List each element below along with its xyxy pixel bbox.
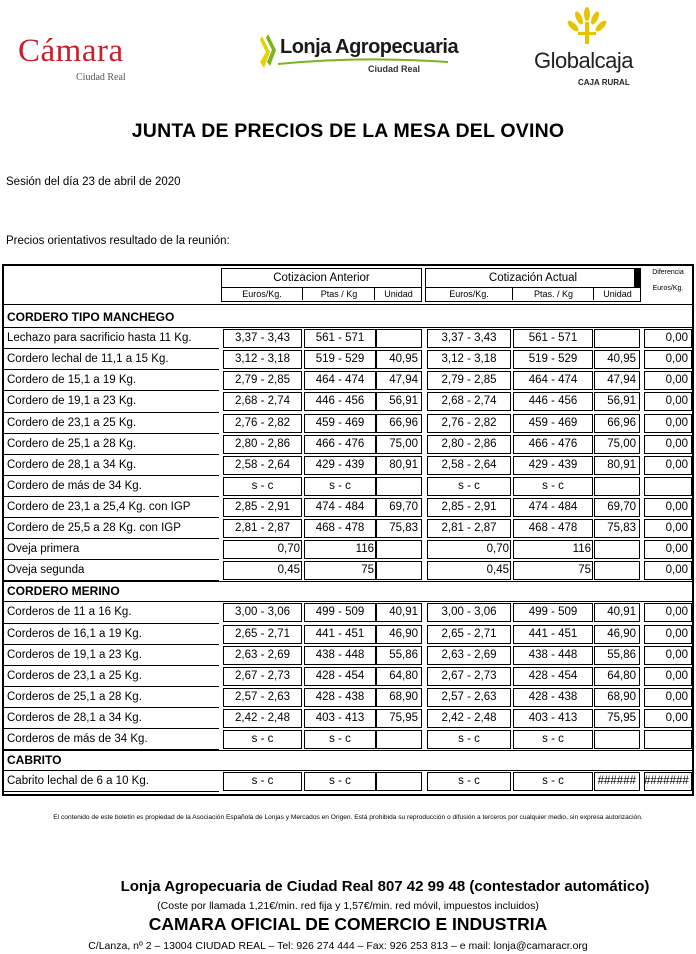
value-cell-cp: 428 - 438 bbox=[528, 690, 578, 703]
value-cell-pe: 2,65 - 2,71 bbox=[235, 627, 290, 640]
row-rule bbox=[4, 433, 219, 434]
session-date: Sesión del día 23 de abril de 2020 bbox=[6, 176, 181, 188]
value-cell-cu: ###### bbox=[597, 775, 636, 788]
legal-note: El contenido de este boletín es propiedad de la Asociación Española de Lonjas y Mercados en Origen. Está prohibida su reproducción o difusión a terceros por cualquier medio, sin expresa autorización. bbox=[53, 814, 643, 821]
row-rule bbox=[4, 454, 219, 455]
value-cell-pe: 3,12 - 3,18 bbox=[235, 353, 290, 366]
row-label: Corderos de 23,1 a 25 Kg. bbox=[7, 669, 142, 682]
value-cell-ce: 2,85 - 2,91 bbox=[441, 500, 497, 513]
sub-prev-unidad: Unidad bbox=[374, 288, 422, 300]
value-cell-pe: 2,58 - 2,64 bbox=[235, 458, 290, 471]
value-cell-pp: 466 - 476 bbox=[315, 437, 365, 450]
value-cell-pe: s - c bbox=[251, 733, 274, 745]
value-cell-pu: 68,90 bbox=[389, 690, 418, 703]
value-cell-cp: s - c bbox=[542, 479, 564, 492]
camara-logo bbox=[18, 34, 178, 84]
value-cell-d: 0,00 bbox=[665, 669, 688, 682]
row-rule bbox=[4, 665, 219, 666]
row-rule bbox=[4, 348, 219, 349]
sub-curr-ptas: Ptas. / Kg bbox=[512, 288, 594, 300]
row-rule bbox=[4, 538, 219, 539]
cell-box bbox=[376, 329, 422, 348]
row-rule bbox=[4, 412, 219, 413]
row-rule bbox=[4, 517, 219, 518]
sub-prev-euros: Euros/Kg. bbox=[242, 289, 282, 299]
value-cell-pe: 2,42 - 2,48 bbox=[235, 711, 290, 724]
value-cell-pp: s - c bbox=[329, 479, 351, 492]
value-cell-d: 0,00 bbox=[665, 416, 688, 429]
footer-cost-note: (Coste por llamada 1,21€/min. red fija y 1,57€/min. red móvil, impuestos incluidos) bbox=[157, 900, 539, 912]
footer-organization: CAMARA OFICIAL DE COMERCIO E INDUSTRIA bbox=[148, 914, 548, 934]
value-cell-cp: 519 - 529 bbox=[528, 353, 578, 366]
value-cell-cu: 46,90 bbox=[607, 627, 636, 640]
value-cell-pp: 441 - 451 bbox=[315, 627, 365, 640]
row-label: Cabrito lechal de 6 a 10 Kg. bbox=[7, 775, 149, 788]
value-cell-pe: 2,85 - 2,91 bbox=[235, 500, 290, 513]
value-cell-d: 0,00 bbox=[665, 543, 688, 556]
row-rule bbox=[4, 791, 219, 792]
footer-address: C/Lanza, nº 2 – 13004 CIUDAD REAL – Tel: 926 274 444 – Fax: 926 253 813 – e mail: lonja@camaracr.org bbox=[88, 940, 588, 952]
value-cell-pp: 474 - 484 bbox=[315, 500, 365, 513]
value-cell-pe: 3,00 - 3,06 bbox=[235, 606, 290, 619]
value-cell-cu: 40,91 bbox=[607, 606, 636, 619]
value-cell-pp: 438 - 448 bbox=[315, 648, 365, 661]
row-rule bbox=[4, 728, 219, 729]
value-cell-cu: 80,91 bbox=[607, 458, 636, 471]
value-cell-pu: 66,96 bbox=[389, 416, 418, 429]
value-cell-d: 0,00 bbox=[665, 332, 688, 345]
value-cell-cu: 75,95 bbox=[607, 711, 636, 724]
value-cell-cu: 68,90 bbox=[607, 690, 636, 703]
value-cell-pp: 116 bbox=[355, 543, 374, 556]
cell-box bbox=[594, 477, 640, 496]
row-rule bbox=[4, 623, 219, 624]
row-rule bbox=[4, 707, 219, 708]
sub-prev-header bbox=[221, 287, 422, 302]
lonja-logo-sub: Ciudad Real bbox=[368, 64, 421, 74]
value-cell-d: 0,00 bbox=[665, 564, 688, 577]
value-cell-ce: 2,67 - 2,73 bbox=[441, 669, 497, 682]
sub-curr-euros: Euros/Kg. bbox=[449, 289, 489, 299]
value-cell-pe: 2,67 - 2,73 bbox=[235, 669, 290, 682]
diff-header-1: Diferencia bbox=[652, 269, 684, 276]
section-end-rule bbox=[4, 750, 692, 751]
value-cell-cp: 499 - 509 bbox=[528, 606, 578, 619]
cell-box bbox=[594, 561, 640, 580]
value-cell-cp: 428 - 454 bbox=[528, 669, 578, 682]
row-label: Cordero de 23,1 a 25,4 Kg. con IGP bbox=[7, 500, 191, 513]
group-curr-header bbox=[425, 268, 641, 288]
value-cell-ce: s - c bbox=[458, 479, 480, 492]
value-cell-pp: 403 - 413 bbox=[315, 711, 365, 724]
value-cell-d: 0,00 bbox=[665, 374, 688, 387]
sub-curr-header bbox=[425, 287, 641, 302]
value-cell-pu: 47,94 bbox=[389, 374, 418, 387]
value-cell-cu: 75,00 bbox=[607, 437, 636, 450]
value-cell-pp: 499 - 509 bbox=[315, 606, 365, 619]
value-cell-cp: 429 - 439 bbox=[528, 458, 578, 471]
value-cell-ce: 0,45 bbox=[486, 564, 509, 577]
value-cell-d: 0,00 bbox=[665, 711, 688, 724]
value-cell-d: 0,00 bbox=[665, 648, 688, 661]
cell-box bbox=[376, 730, 422, 749]
value-cell-ce: 3,12 - 3,18 bbox=[441, 353, 497, 366]
value-cell-cp: s - c bbox=[542, 775, 564, 788]
cell-box bbox=[644, 730, 692, 749]
section-header: CORDERO TIPO MANCHEGO bbox=[7, 310, 175, 324]
value-cell-cp: 446 - 456 bbox=[528, 395, 578, 408]
section-header: CABRITO bbox=[7, 753, 62, 768]
value-cell-d: 0,00 bbox=[665, 458, 688, 471]
value-cell-pp: s - c bbox=[329, 775, 351, 788]
sub-curr-unidad: Unidad bbox=[593, 288, 641, 300]
row-rule bbox=[4, 390, 219, 391]
value-cell-pe: 0,45 bbox=[277, 564, 300, 577]
value-cell-d: 0,00 bbox=[665, 606, 688, 619]
row-label: Corderos de 19,1 a 23 Kg. bbox=[7, 648, 142, 661]
lonja-logo bbox=[258, 30, 459, 82]
value-cell-pe: 2,80 - 2,86 bbox=[235, 437, 290, 450]
row-label: Oveja segunda bbox=[7, 564, 85, 577]
row-label: Corderos de 11 a 16 Kg. bbox=[7, 606, 132, 619]
section-header: CORDERO MERINO bbox=[7, 584, 120, 599]
value-cell-cu: 69,70 bbox=[607, 500, 636, 513]
cell-box bbox=[594, 329, 640, 348]
cell-box bbox=[376, 772, 422, 791]
cell-box bbox=[644, 477, 692, 496]
wheat-leaf-icon bbox=[258, 32, 280, 72]
value-cell-cu: 40,95 bbox=[607, 353, 636, 366]
row-rule bbox=[4, 686, 219, 687]
value-cell-cp: s - c bbox=[542, 733, 564, 745]
value-cell-pe: 2,68 - 2,74 bbox=[235, 395, 290, 408]
value-cell-d: 0,00 bbox=[665, 437, 688, 450]
intro-text: Precios orientativos resultado de la reunión: bbox=[6, 235, 230, 247]
globalcaja-logo bbox=[528, 6, 658, 90]
price-table bbox=[2, 264, 694, 796]
row-rule bbox=[4, 559, 219, 560]
value-cell-cp: 474 - 484 bbox=[528, 500, 578, 513]
value-cell-pe: s - c bbox=[251, 479, 274, 492]
value-cell-pe: 2,79 - 2,85 bbox=[235, 374, 290, 387]
group-curr-label: Cotización Actual bbox=[488, 272, 578, 284]
diff-header-2: Euros/Kg. bbox=[652, 285, 684, 292]
row-rule bbox=[4, 644, 219, 645]
row-label: Cordero de 19,1 a 23 Kg. bbox=[7, 395, 137, 408]
row-rule bbox=[4, 475, 219, 476]
swoosh-icon bbox=[278, 58, 448, 66]
row-label: Cordero de 15,1 a 19 Kg. bbox=[7, 374, 137, 387]
value-cell-cu: 66,96 bbox=[607, 416, 636, 429]
row-label: Corderos de 25,1 a 28 Kg. bbox=[7, 690, 142, 703]
value-cell-ce: 2,42 - 2,48 bbox=[441, 711, 497, 724]
row-label: Corderos de 16,1 a 19 Kg. bbox=[7, 627, 142, 640]
value-cell-pu: 55,86 bbox=[389, 648, 418, 661]
value-cell-ce: 2,63 - 2,69 bbox=[441, 648, 497, 661]
value-cell-ce: s - c bbox=[458, 733, 480, 745]
row-label: Cordero de 25,5 a 28 Kg. con IGP bbox=[7, 522, 181, 534]
value-cell-ce: 2,79 - 2,85 bbox=[441, 374, 497, 387]
camara-logo-word: Cámara bbox=[18, 33, 124, 69]
value-cell-ce: 2,58 - 2,64 bbox=[441, 458, 497, 471]
value-cell-d: ####### bbox=[644, 775, 689, 788]
value-cell-d: 0,00 bbox=[665, 627, 688, 640]
value-cell-pu: 75,95 bbox=[389, 711, 418, 724]
value-cell-pu: 40,95 bbox=[389, 353, 418, 366]
value-cell-cp: 459 - 469 bbox=[528, 416, 578, 429]
value-cell-cp: 75 bbox=[578, 564, 591, 577]
row-label: Cordero lechal de 11,1 a 15 Kg. bbox=[7, 353, 169, 366]
value-cell-pe: s - c bbox=[251, 775, 274, 788]
value-cell-d: 0,00 bbox=[665, 522, 688, 534]
value-cell-pu: 40,91 bbox=[389, 606, 418, 619]
row-rule bbox=[4, 369, 219, 370]
row-label: Corderos de más de 34 Kg. bbox=[7, 733, 148, 745]
value-cell-cu: 64,80 bbox=[607, 669, 636, 682]
value-cell-cp: 468 - 478 bbox=[528, 522, 578, 534]
value-cell-pu: 56,91 bbox=[389, 395, 418, 408]
value-cell-d: 0,00 bbox=[665, 500, 688, 513]
row-rule bbox=[4, 496, 219, 497]
value-cell-pp: s - c bbox=[329, 733, 351, 745]
value-cell-ce: 2,76 - 2,82 bbox=[441, 416, 497, 429]
cell-box bbox=[376, 540, 422, 559]
value-cell-pu: 75,00 bbox=[389, 437, 418, 450]
value-cell-ce: 0,70 bbox=[486, 543, 509, 556]
value-cell-pu: 64,80 bbox=[389, 669, 418, 682]
value-cell-ce: 3,00 - 3,06 bbox=[441, 606, 497, 619]
value-cell-pu: 80,91 bbox=[389, 458, 418, 471]
header-rule bbox=[4, 304, 692, 305]
value-cell-pp: 464 - 474 bbox=[315, 374, 365, 387]
value-cell-pe: 3,37 - 3,43 bbox=[235, 332, 290, 345]
value-cell-pp: 459 - 469 bbox=[315, 416, 365, 429]
cell-box bbox=[376, 477, 422, 496]
value-cell-pu: 69,70 bbox=[389, 500, 418, 513]
cell-box bbox=[376, 561, 422, 580]
value-cell-pe: 2,57 - 2,63 bbox=[235, 690, 290, 703]
value-cell-pp: 519 - 529 bbox=[315, 353, 365, 366]
value-cell-cu: 75,83 bbox=[607, 522, 636, 534]
value-cell-pe: 2,76 - 2,82 bbox=[235, 416, 290, 429]
group-prev-header bbox=[221, 268, 422, 288]
footer-phone-line: Lonja Agropecuaria de Ciudad Real 807 42 99 48 (contestador automático) bbox=[120, 878, 650, 895]
value-cell-pp: 561 - 571 bbox=[315, 332, 365, 345]
value-cell-ce: 2,65 - 2,71 bbox=[441, 627, 497, 640]
value-cell-pp: 429 - 439 bbox=[315, 458, 365, 471]
row-label: Cordero de 28,1 a 34 Kg. bbox=[7, 458, 137, 471]
value-cell-pp: 428 - 454 bbox=[315, 669, 365, 682]
value-cell-cp: 464 - 474 bbox=[528, 374, 578, 387]
section-rule bbox=[4, 601, 692, 602]
value-cell-cu: 47,94 bbox=[607, 374, 636, 387]
row-label: Corderos de 28,1 a 34 Kg. bbox=[7, 711, 142, 724]
value-cell-cp: 438 - 448 bbox=[528, 648, 578, 661]
value-cell-cu: 55,86 bbox=[607, 648, 636, 661]
globalcaja-logo-sub: CAJA RURAL bbox=[578, 78, 630, 87]
row-label: Cordero de 25,1 a 28 Kg. bbox=[7, 437, 137, 450]
value-cell-ce: 2,57 - 2,63 bbox=[441, 690, 497, 703]
value-cell-ce: s - c bbox=[458, 775, 480, 788]
row-label: Cordero de 23,1 a 25 Kg. bbox=[7, 416, 137, 429]
value-cell-cp: 116 bbox=[572, 543, 591, 556]
row-label: Oveja primera bbox=[7, 543, 80, 556]
value-cell-ce: 2,81 - 2,87 bbox=[441, 522, 497, 534]
header-marker bbox=[634, 268, 641, 288]
globalcaja-logo-word: Globalcaja bbox=[534, 48, 633, 73]
value-cell-cp: 403 - 413 bbox=[528, 711, 578, 724]
row-label: Lechazo para sacrificio hasta 11 Kg. bbox=[7, 332, 192, 345]
camara-logo-sub: Ciudad Real bbox=[76, 72, 126, 83]
cell-box bbox=[594, 540, 640, 559]
value-cell-pp: 446 - 456 bbox=[315, 395, 365, 408]
value-cell-ce: 2,80 - 2,86 bbox=[441, 437, 497, 450]
value-cell-d: 0,00 bbox=[665, 690, 688, 703]
section-rule bbox=[4, 770, 692, 771]
group-prev-label: Cotizacion Anterior bbox=[273, 272, 370, 284]
lonja-logo-word: Lonja Agropecuaria bbox=[280, 36, 459, 58]
row-label: Cordero de más de 34 Kg. bbox=[7, 479, 142, 492]
page-title: JUNTA DE PRECIOS DE LA MESA DEL OVINO bbox=[131, 120, 565, 142]
value-cell-pu: 46,90 bbox=[389, 627, 418, 640]
value-cell-pe: 0,70 bbox=[277, 543, 300, 556]
value-cell-d: 0,00 bbox=[665, 395, 688, 408]
value-cell-ce: 3,37 - 3,43 bbox=[441, 332, 497, 345]
value-cell-cp: 466 - 476 bbox=[528, 437, 578, 450]
value-cell-pe: 2,63 - 2,69 bbox=[235, 648, 290, 661]
value-cell-cp: 561 - 571 bbox=[528, 332, 578, 345]
value-cell-pu: 75,83 bbox=[389, 522, 418, 534]
value-cell-pp: 75 bbox=[361, 564, 374, 577]
section-rule bbox=[4, 327, 692, 328]
value-cell-cp: 441 - 451 bbox=[528, 627, 578, 640]
value-cell-pe: 2,81 - 2,87 bbox=[235, 522, 290, 534]
value-cell-d: 0,00 bbox=[665, 353, 688, 366]
value-cell-pp: 428 - 438 bbox=[315, 690, 365, 703]
sub-prev-ptas: Ptas / Kg bbox=[302, 288, 375, 300]
value-cell-cu: 56,91 bbox=[607, 395, 636, 408]
wheat-sheaf-icon bbox=[566, 6, 608, 46]
value-cell-ce: 2,68 - 2,74 bbox=[441, 395, 497, 408]
value-cell-pp: 468 - 478 bbox=[315, 522, 365, 534]
cell-box bbox=[594, 730, 640, 749]
